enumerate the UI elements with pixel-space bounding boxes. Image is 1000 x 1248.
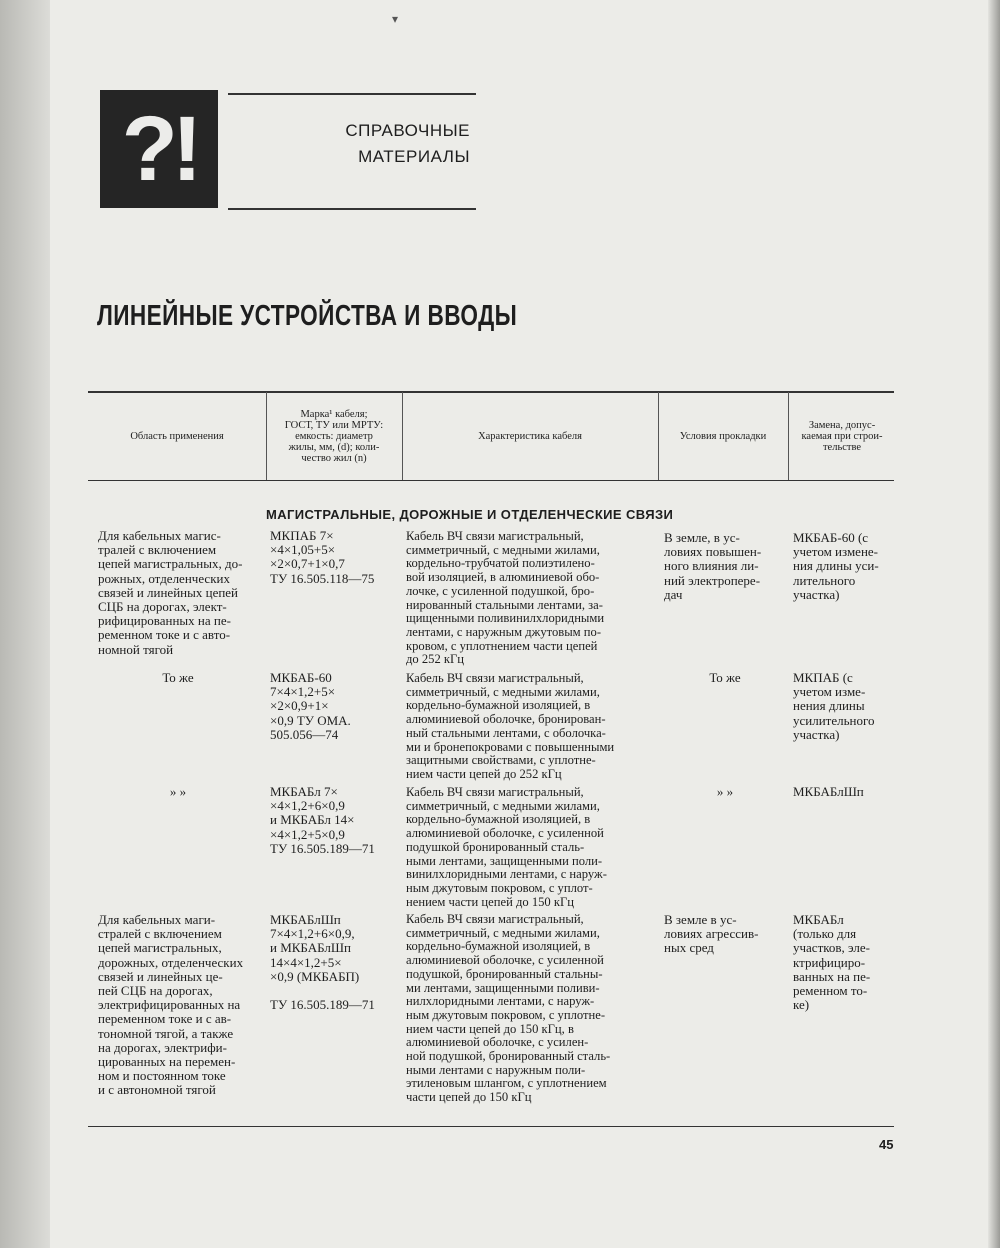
column-header-area: Область применения [130, 430, 224, 442]
table-cell-area: Для кабельных маги- стралей с включением цепей магистральных, дорожных, отделенческих связей и линейных це- пей СЦБ на дорогах, электрифицированных на переменном токе и с ав- тономной тягой, а также на дорогах, электрифи- цированных на перемен- ном и постоянном токе и с автономной тягой [98, 912, 244, 1098]
page-gutter-shadow [0, 0, 50, 1248]
table-cell-brand: МКПАБ 7× ×4×1,05+5× ×2×0,7+1×0,7 ТУ 16.505.118—75 [270, 528, 375, 586]
column-divider [402, 392, 403, 480]
table-cell-area: » » [169, 784, 187, 799]
column-header-characteristic: Характеристика кабеля [478, 430, 582, 442]
column-header-brand: Марка¹ кабеля; ГОСТ, ТУ или МРТУ: емкость: диаметр жилы, мм, (d); коли- чество жил (n) [284, 408, 384, 464]
table-cell-characteristic: Кабель ВЧ связи магистральный, симметричный, с медными жилами, кордельно-бумажной изоляцией, в алюминиевой оболочке, с усиленной подушкой, бронированный стальны- ми лентами, защищенными поливи- нилхлоридными лентами, с наруж- ным джутовым покровом, с уплотне- нием части цепей до 150 кГц, в алюминиевой оболочке, с усилен- ной подушкой, бронированный сталь- ными лентами с наружным поли- этиленовым шлангом, с уплотнением части цепей до 150 кГц [406, 912, 611, 1105]
table-cell-conditions: » » [716, 784, 734, 799]
table-cell-conditions: В земле в ус- ловиях агрессив- ных сред [664, 912, 759, 956]
table-header-bottom-rule [88, 480, 894, 481]
column-divider [788, 392, 789, 480]
scan-speck: ▾ [392, 12, 399, 26]
table-cell-brand: МКБАБ-60 7×4×1,2+5× ×2×0,9+1× ×0,9 ТУ ОМА. 505.056—74 [270, 670, 351, 742]
page-title: ЛИНЕЙНЫЕ УСТРОЙСТВА И ВВОДЫ [97, 300, 518, 332]
table-cell-characteristic: Кабель ВЧ связи магистральный, симметричный, с медными жилами, кордельно-бумажной изоляцией, в алюминиевой оболочке, бронирован- ный стальными лентами, с оболочка- ми и бронепокровами с повышенными защитными свойствами, с уплотне- нием части цепей до 252 кГц [406, 671, 615, 781]
table-cell-brand: МКБАБл 7× ×4×1,2+6×0,9 и МКБАБл 14× ×4×1,2+5×0,9 ТУ 16.505.189—71 [270, 784, 375, 856]
table-cell-conditions: В земле, в ус- ловиях повышен- ного влияния ли- ний электропере- дач [664, 530, 762, 602]
header-rule-bottom [228, 208, 476, 210]
table-bottom-rule [88, 1126, 894, 1127]
table-cell-characteristic: Кабель ВЧ связи магистральный, симметричный, с медными жилами, кордельно-трубчатой полиэтилено- вой изоляцией, в алюминиевой обо- лочке, с усиленной подушкой, бро- нированный стальными лентами, за- щищенными поливинилхлоридными лентами, с наружным джутовым по- кровом, с уплотнением части цепей до 252 кГц [406, 529, 605, 667]
table-cell-brand: МКБАБлШп 7×4×1,2+6×0,9, и МКБАБлШп 14×4×1,2+5× ×0,9 (МКБАБП) ТУ 16.505.189—71 [270, 912, 375, 1013]
table-section-heading: МАГИСТРАЛЬНЫЕ, ДОРОЖНЫЕ И ОТДЕЛЕНЧЕСКИЕ СВЯЗИ [266, 507, 674, 522]
table-cell-replacement: МКБАБ-60 (с учетом измене- ния длины уси- лительного участка) [793, 530, 879, 602]
table-cell-conditions: То же [709, 670, 741, 685]
column-divider [658, 392, 659, 480]
column-header-replacement: Замена, допус- каемая при строи- тельстве [801, 419, 883, 453]
column-divider [266, 392, 267, 480]
section-label: СПРАВОЧНЫЕ МАТЕРИАЛЫ [345, 121, 470, 166]
table-cell-replacement: МКБАБл (только для участков, эле- ктрифициро- ванных на пе- ременном то- ке) [793, 912, 871, 1013]
table-cell-area: То же [162, 670, 194, 685]
table-cell-replacement: МКПАБ (с учетом изме- нения длины усилительного участка) [793, 670, 875, 742]
table-cell-replacement: МКБАБлШп [793, 784, 864, 799]
table-cell-area: Для кабельных магис- тралей с включением цепей магистральных, до- рожных, отделенческих связей и линейных цепей СЦБ на дорогах, элект- рифицированных на пе- ременном токе и с авто- номной тягой [98, 528, 243, 657]
column-header-conditions: Условия прокладки [679, 430, 767, 442]
table-top-rule [88, 391, 894, 393]
table-cell-characteristic: Кабель ВЧ связи магистральный, симметричный, с медными жилами, кордельно-бумажной изоляцией, в алюминиевой оболочке, с усиленной подушкой бронированный сталь- ными лентами, защищенными поли- винилхлоридными лентами, с наруж- ным джутовым покровом, с уплот- нением части цепей до 150 кГц [406, 785, 607, 909]
page-number: 45 [879, 1137, 894, 1152]
page-edge [988, 0, 1000, 1248]
header-rule-top [228, 93, 476, 95]
question-exclamation-logo: ?! [100, 90, 218, 208]
